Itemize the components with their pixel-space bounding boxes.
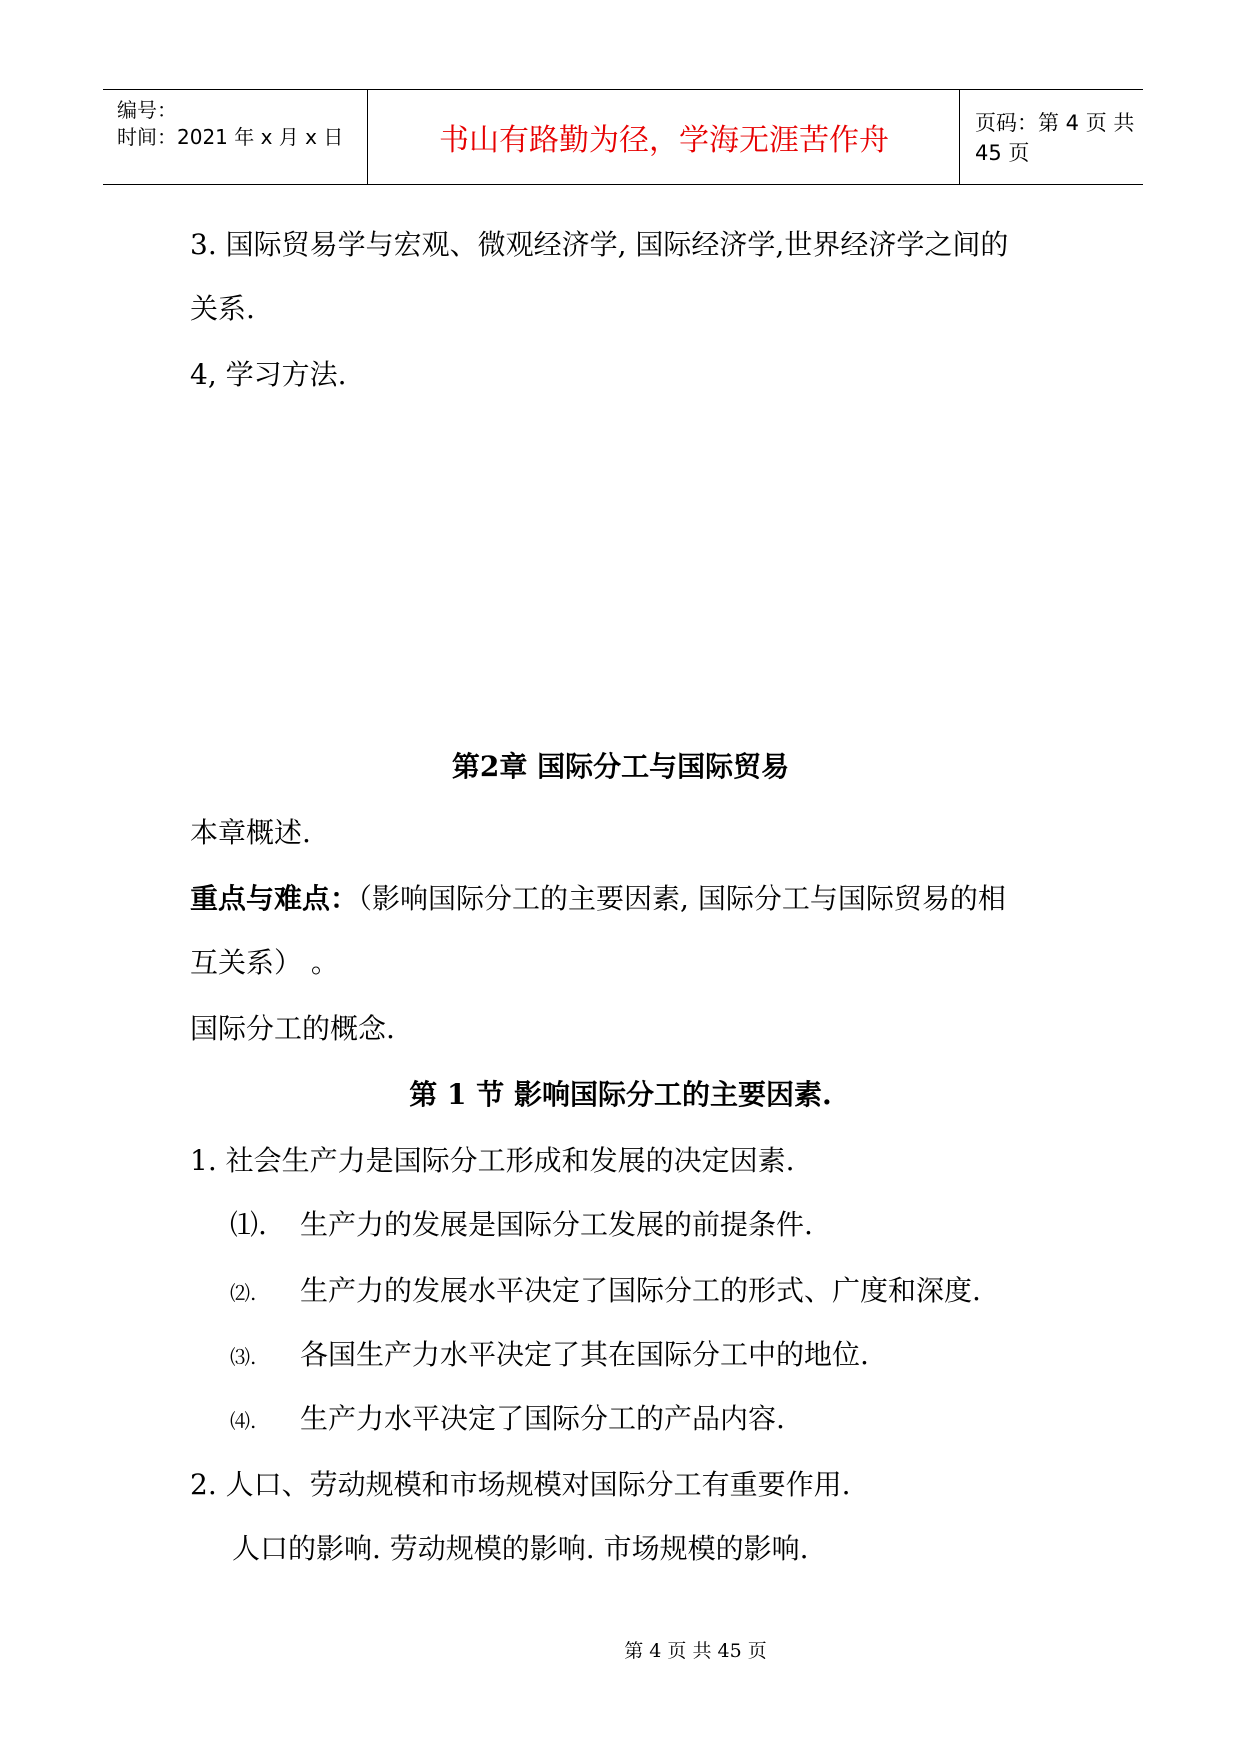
point-1-2-text: 生产力的发展水平决定了国际分工的形式、广度和深度. xyxy=(300,1274,981,1307)
concept: 国际分工的概念. xyxy=(190,1012,395,1045)
key-label: 重点与难点： xyxy=(190,882,359,915)
item4: 4, 学习方法. xyxy=(190,358,347,391)
item3-line2: 关系. xyxy=(190,292,255,325)
number-label: 编号： xyxy=(117,98,177,122)
page-footer: 第 4 页 共 45 页 xyxy=(624,1640,767,1662)
point-1-4-text: 生产力水平决定了国际分工的产品内容. xyxy=(300,1402,785,1435)
page-header xyxy=(103,89,1143,185)
point-1-3-text: 各国生产力水平决定了其在国际分工中的地位. xyxy=(300,1338,869,1371)
overview: 本章概述. xyxy=(190,816,311,849)
point-2-sub: 人口的影响. 劳动规模的影响. 市场规模的影响. xyxy=(232,1532,809,1565)
point-1-3-num: ⑶. xyxy=(230,1345,257,1369)
point-2: 2. 人口、劳动规模和市场规模对国际分工有重要作用. xyxy=(190,1468,851,1501)
point-1: 1. 社会生产力是国际分工形成和发展的决定因素. xyxy=(190,1144,795,1177)
point-1-1-text: 生产力的发展是国际分工发展的前提条件. xyxy=(300,1208,813,1241)
point-1-3 xyxy=(230,1338,869,1374)
point-1-4-num: ⑷. xyxy=(230,1409,257,1433)
item3-line1: 3. 国际贸易学与宏观、微观经济学, 国际经济学,世界经济学之间的 xyxy=(190,228,1009,261)
point-1-1 xyxy=(230,1208,813,1242)
chapter-title: 第2章 国际分工与国际贸易 xyxy=(451,750,790,783)
header-meta xyxy=(103,90,368,184)
point-1-1-num: ⑴. xyxy=(230,1208,267,1241)
point-1-4 xyxy=(230,1402,785,1438)
section-title: 第 1 节 影响国际分工的主要因素. xyxy=(409,1078,832,1111)
time-label: 时间：2021 年 x 月 x 日 xyxy=(117,125,344,149)
key-text: （影响国际分工的主要因素, 国际分工与国际贸易的相 xyxy=(358,882,1006,915)
header-motto: 书山有路勤为径，学海无涯苦作舟 xyxy=(369,90,960,184)
key-points xyxy=(190,882,1006,916)
point-1-2 xyxy=(230,1274,981,1310)
header-page-label: 页码：第 4 页 共 45 页 xyxy=(975,111,1135,165)
point-1-2-num: ⑵. xyxy=(230,1281,257,1305)
key-points-cont: 互关系） 。 xyxy=(190,946,339,979)
